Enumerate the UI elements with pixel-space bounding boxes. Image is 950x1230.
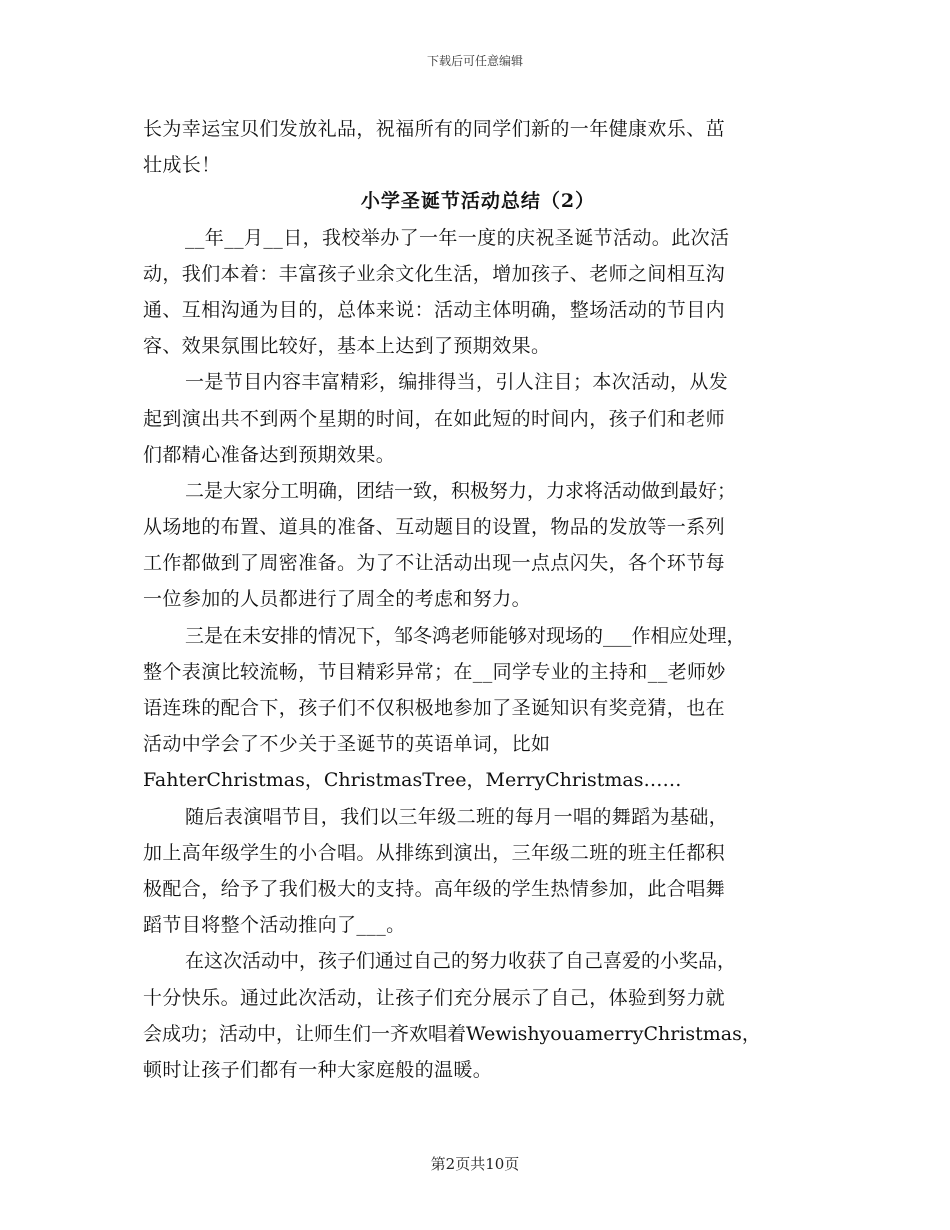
body-line: 们都精心准备达到预期效果。 — [143, 443, 396, 466]
body-line: 顿时让孩子们都有一种大家庭般的温暖。 — [143, 1058, 493, 1081]
body-line: 极配合，给予了我们极大的支持。高年级的学生热情参加，此合唱舞 — [143, 877, 726, 900]
document-body — [143, 111, 813, 1088]
body-line: FahterChristmas，ChristmasTree，MerryChristmas…… — [143, 769, 682, 792]
body-line: 十分快乐。通过此次活动，让孩子们充分展示了自己，体验到努力就 — [143, 986, 726, 1009]
paragraph-first-line: 在这次活动中，孩子们通过自己的努力收获了自己喜爱的小奖品， — [185, 950, 737, 973]
body-line: 活动中学会了不少关于圣诞节的英语单词，比如 — [143, 733, 551, 756]
body-line: 整个表演比较流畅，节目精彩异常；在__同学专业的主持和__老师妙 — [143, 660, 726, 683]
header-note: 下载后可任意编辑 — [426, 54, 523, 68]
body-line: 动，我们本着：丰富孩子业余文化生活，增加孩子、老师之间相互沟 — [143, 262, 726, 285]
section-title: 小学圣诞节活动总结（2） — [360, 190, 596, 213]
body-line: 蹈节目将整个活动推向了___。 — [143, 914, 406, 937]
paragraph-first-line: 二是大家分工明确，团结一致，积极努力，力求将活动做到最好； — [185, 479, 737, 502]
body-line: 容、效果氛围比较好，基本上达到了预期效果。 — [143, 335, 551, 358]
body-line: 从场地的布置、道具的准备、互动题目的设置，物品的发放等一系列 — [143, 516, 726, 539]
body-line: 语连珠的配合下，孩子们不仅积极地参加了圣诞知识有奖竞猜，也在 — [143, 697, 726, 719]
body-line: 壮成长！ — [143, 154, 221, 177]
paragraph-first-line: 一是节目内容丰富精彩，编排得当，引人注目；本次活动，从发 — [185, 371, 729, 394]
body-line: 工作都做到了周密准备。为了不让活动出现一点点闪失，各个环节每 — [143, 552, 726, 575]
paragraph-first-line: 三是在未安排的情况下，邹冬鸿老师能够对现场的___作相应处理， — [185, 624, 746, 647]
body-line: 加上高年级学生的小合唱。从排练到演出，三年级二班的班主任都积 — [143, 841, 726, 864]
paragraph-first-line: __年__月__日，我校举办了一年一度的庆祝圣诞节活动。此次活 — [185, 226, 730, 249]
page-number: 第2页共10页 — [430, 1155, 520, 1173]
body-line: 长为幸运宝贝们发放礼品，祝福所有的同学们新的一年健康欢乐、茁 — [143, 118, 726, 140]
body-line: 会成功；活动中，让师生们一齐欢唱着WewishyouamerryChristmas， — [143, 1022, 761, 1045]
body-line: 一位参加的人员都进行了周全的考虑和努力。 — [143, 588, 532, 611]
paragraph-first-line: 随后表演唱节目，我们以三年级二班的每月一唱的舞蹈为基础， — [185, 805, 729, 828]
body-line: 起到演出共不到两个星期的时间，在如此短的时间内，孩子们和老师 — [143, 407, 726, 430]
body-line: 通、互相沟通为目的，总体来说：活动主体明确，整场活动的节目内 — [143, 298, 726, 321]
